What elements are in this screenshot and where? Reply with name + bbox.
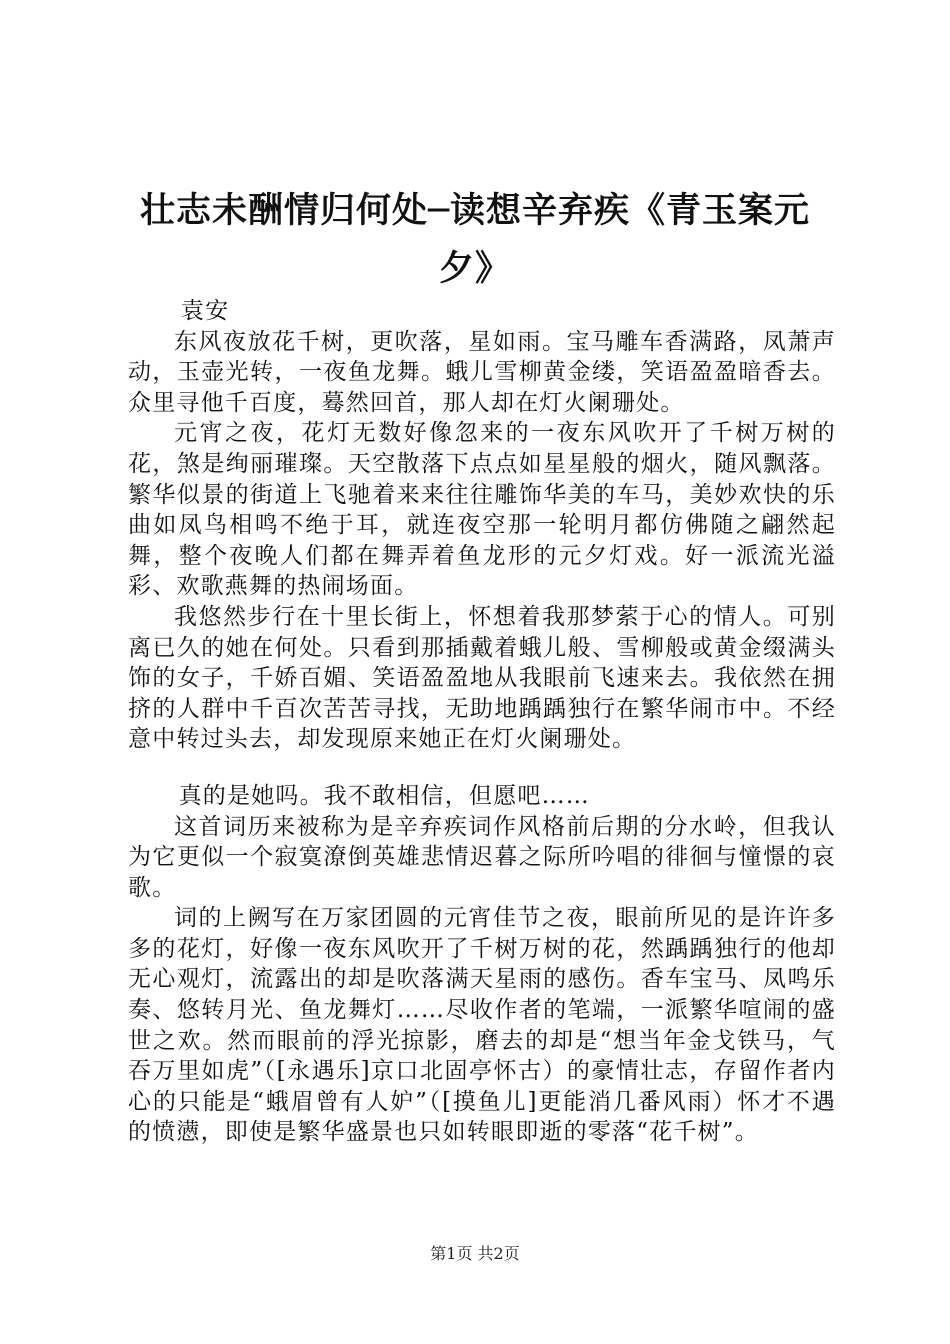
document-title: 壮志未酬情归何处─读想辛弃疾《青玉案元夕》 xyxy=(139,190,811,289)
author-name: 袁安 xyxy=(180,298,230,324)
document-body xyxy=(128,296,836,1148)
paragraph-5: 这首词历来被称为是辛弃疾词作风格前后期的分水岭，但我认为它更似一个寂寞潦倒英雄悲情迟暮之际所吟唱的徘徊与憧憬的哀歌。 xyxy=(128,813,836,901)
paragraph-poem: 东风夜放花千树，更吹落，星如雨。宝马雕车香满路，凤萧声动，玉壶光转，一夜鱼龙舞。蛾儿雪柳黄金缕，笑语盈盈暗香去。众里寻他千百度，蓦然回首，那人却在灯火阑珊处。 xyxy=(128,328,836,416)
paragraph-4: 真的是她吗。我不敢相信，但愿吧…… xyxy=(178,782,590,809)
paragraph-3: 我悠然步行在十里长街上，怀想着我那梦萦于心的情人。可别离已久的她在何处。只看到那插戴着蛾儿般、雪柳般或黄金缀满头饰的女子，千娇百媚、笑语盈盈地从我眼前飞速来去。我依然在拥挤的人群中千百次苦苦寻找，无助地踽踽独行在繁华闹市中。不经意中转过头去，却发现原来她正在灯火阑珊处。 xyxy=(128,603,836,753)
paragraph-2: 元宵之夜，花灯无数好像忽来的一夜东风吹开了千树万树的花，煞是绚丽璀璨。天空散落下点点如星星般的烟火，随风飘落。繁华似景的街道上飞驰着来来往往雕饰华美的车马，美妙欢快的乐曲如凤鸟相鸣不绝于耳，就连夜空那一轮明月都仿佛随之翩然起舞，整个夜晚人们都在舞弄着鱼龙形的元夕灯戏。好一派流光溢彩、欢歌燕舞的热闹场面。 xyxy=(128,420,836,600)
page-footer: 第1页 共2页 xyxy=(430,1244,520,1263)
paragraph-6: 词的上阙写在万家团圆的元宵佳节之夜，眼前所见的是许许多多的花灯，好像一夜东风吹开了千树万树的花，然踽踽独行的他却无心观灯，流露出的却是吹落满天星雨的感伤。香车宝马、凤鸣乐奏、悠转月光、鱼龙舞灯……尽收作者的笔端，一派繁华喧闹的盛世之欢。然而眼前的浮光掠影，磨去的却是“想当年金戈铁马，气吞万里如虎”（[永遇乐]京口北固亭怀古）的豪情壮志，存留作者内心的只能是“蛾眉曾有人妒”（[摸鱼儿]更能消几番风雨）怀才不遇的愤懑，即使是繁华盛景也只如转眼即逝的零落“花千树”。 xyxy=(128,905,836,1146)
